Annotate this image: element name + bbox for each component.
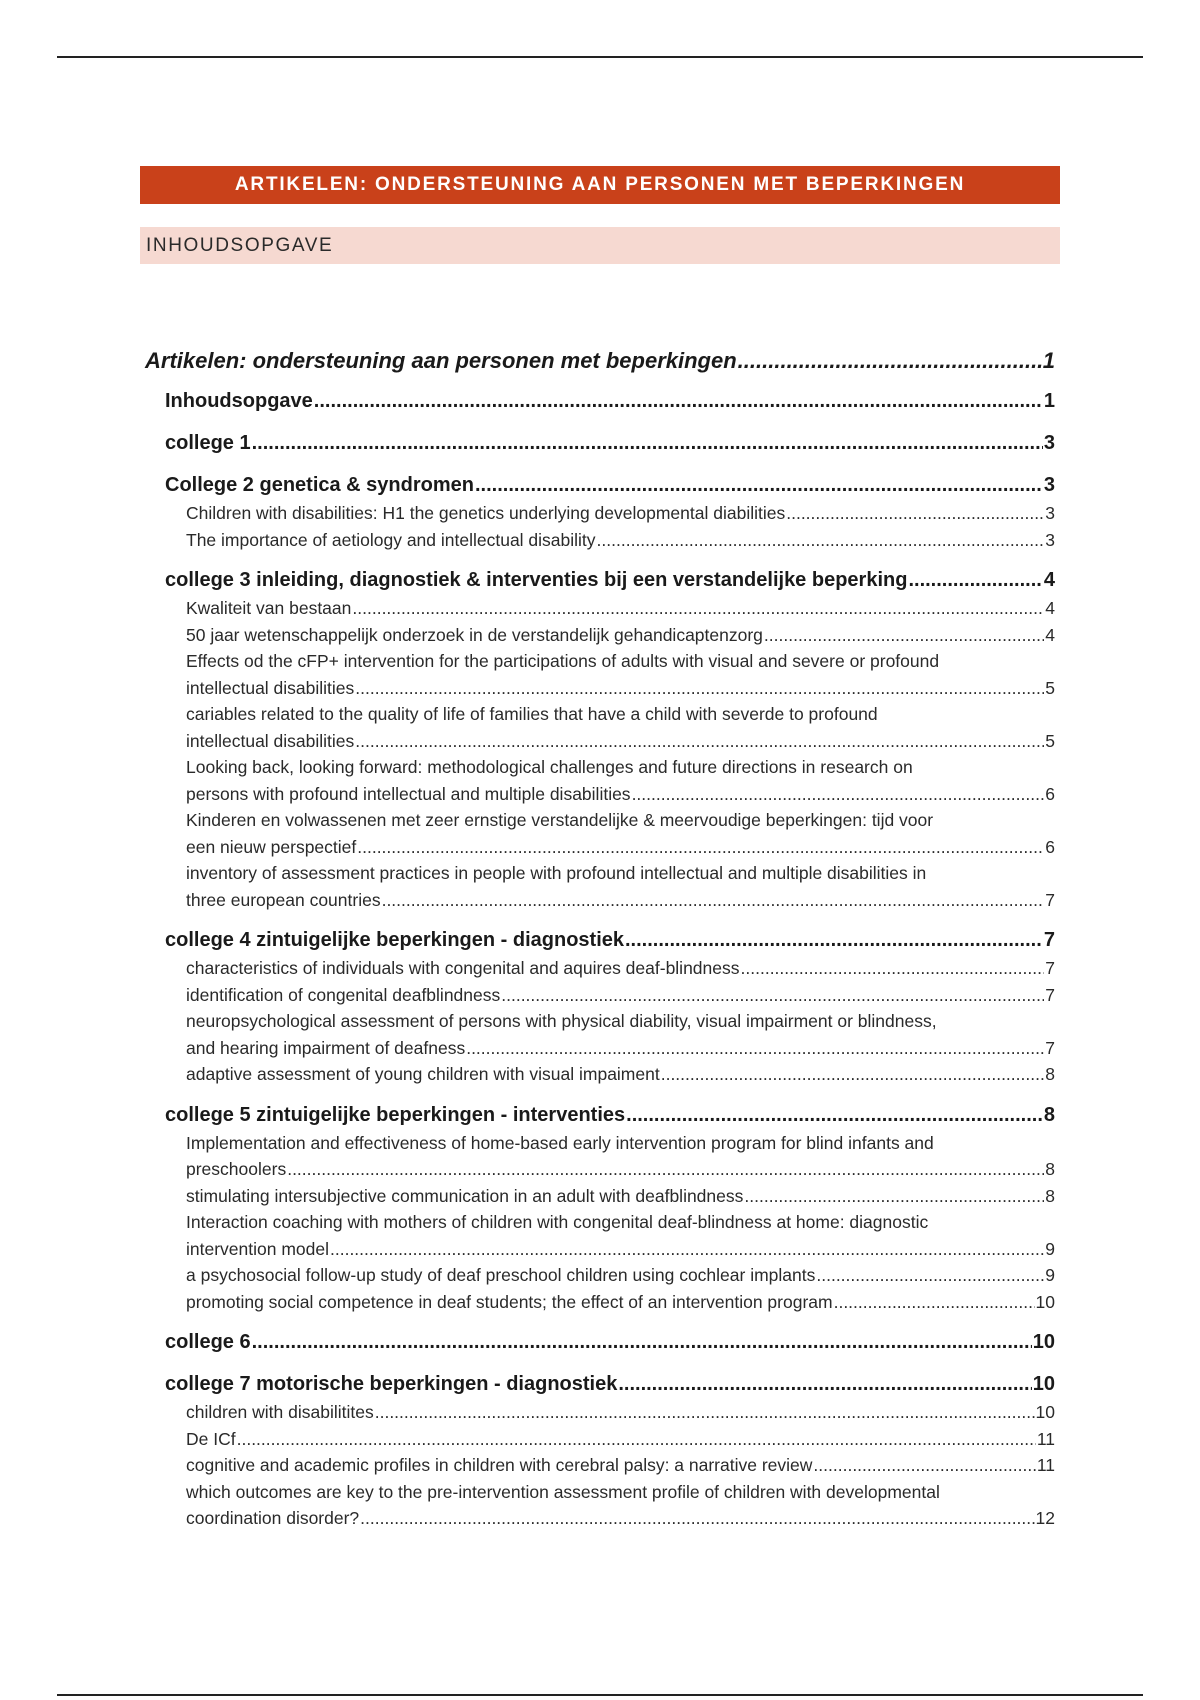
toc-entry-text-cont: intellectual disabilities bbox=[186, 677, 355, 698]
toc-page-number: 10 bbox=[1035, 1402, 1055, 1422]
toc-entry-title[interactable] bbox=[145, 344, 1055, 378]
dot-leader bbox=[355, 675, 1044, 702]
toc-entry-text: a psychosocial follow-up study of deaf preschool children using cochlear implants bbox=[186, 1265, 816, 1285]
toc-subentry[interactable] bbox=[145, 1130, 1055, 1183]
toc-subentry[interactable] bbox=[145, 1399, 1055, 1426]
toc-page-number: 12 bbox=[1035, 1508, 1055, 1528]
toc-entry-text: Kinderen en volwassenen met zeer ernstige verstandelijke & meervoudige beperkingen: tijd voor bbox=[186, 810, 934, 830]
toc-subentry[interactable] bbox=[145, 622, 1055, 649]
toc-entry-text: Artikelen: ondersteuning aan personen met beperkingen bbox=[145, 348, 737, 373]
toc-page-number: 8 bbox=[1045, 1159, 1055, 1179]
toc-entry-text: characteristics of individuals with congenital and aquires deaf-blindness bbox=[186, 958, 740, 978]
dot-leader bbox=[475, 470, 1043, 500]
toc-entry-college-6[interactable] bbox=[145, 1327, 1055, 1357]
toc-entry-text: stimulating intersubjective communication in an adult with deafblindness bbox=[186, 1185, 744, 1206]
toc-entry-text: college 6 bbox=[165, 1331, 251, 1353]
toc-page-number: 7 bbox=[1045, 958, 1055, 978]
dot-leader bbox=[597, 527, 1045, 554]
dot-leader bbox=[764, 622, 1044, 649]
toc-entry-college-7[interactable] bbox=[145, 1369, 1055, 1399]
toc-subentry[interactable] bbox=[145, 982, 1055, 1009]
toc-subentry[interactable] bbox=[145, 527, 1055, 554]
dot-leader bbox=[786, 500, 1044, 527]
footer-rule bbox=[57, 1694, 1143, 1696]
toc-heading: INHOUDSOPGAVE bbox=[140, 227, 1060, 264]
toc-entry-text: De ICf bbox=[186, 1428, 236, 1449]
toc-entry-text-cont: preschoolers bbox=[186, 1159, 287, 1179]
dot-leader bbox=[738, 344, 1042, 378]
toc-page-number: 8 bbox=[1043, 1103, 1055, 1126]
toc-subentry[interactable] bbox=[145, 1289, 1055, 1316]
toc-entry-text: cognitive and academic profiles in children with cerebral palsy: a narrative review bbox=[186, 1455, 813, 1475]
toc-entry-inhoudsopgave[interactable] bbox=[145, 386, 1055, 416]
toc-entry-text: college 4 zintuigelijke beperkingen - diagnostiek bbox=[165, 929, 624, 951]
toc-subentry[interactable] bbox=[145, 807, 1055, 860]
toc-subentry[interactable] bbox=[145, 1479, 1055, 1532]
dot-leader bbox=[625, 925, 1043, 955]
toc-entry-college-3[interactable] bbox=[145, 565, 1055, 595]
toc-page-number: 3 bbox=[1043, 474, 1055, 496]
toc-page-number: 9 bbox=[1045, 1265, 1055, 1285]
toc-page-number: 7 bbox=[1045, 984, 1055, 1005]
dot-leader bbox=[287, 1156, 1044, 1183]
dot-leader bbox=[382, 887, 1045, 914]
toc-entry-text-cont: and hearing impairment of deafness bbox=[186, 1037, 466, 1058]
toc-page-number: 7 bbox=[1043, 929, 1055, 951]
toc-page-number: 3 bbox=[1043, 432, 1055, 454]
header-rule bbox=[57, 56, 1143, 58]
toc-subentry[interactable] bbox=[145, 860, 1055, 913]
toc-page-number: 3 bbox=[1045, 529, 1055, 550]
toc-page-number: 6 bbox=[1045, 783, 1055, 804]
toc-page-number: 6 bbox=[1045, 836, 1055, 857]
toc-page-number: 11 bbox=[1036, 1455, 1055, 1475]
toc-subentry[interactable] bbox=[145, 1008, 1055, 1061]
toc-page-number: 7 bbox=[1045, 889, 1055, 910]
toc-page-number: 1 bbox=[1042, 348, 1055, 373]
toc-entry-text: promoting social competence in deaf students; the effect of an intervention program bbox=[186, 1291, 833, 1312]
toc-entry-text-cont: three european countries bbox=[186, 889, 381, 910]
dot-leader bbox=[816, 1262, 1044, 1289]
toc-entry-college-4[interactable] bbox=[145, 925, 1055, 955]
toc-entry-text: college 1 bbox=[165, 432, 251, 454]
toc-entry-text: Implementation and effectiveness of home-based early intervention program for blind infants and bbox=[186, 1132, 934, 1153]
dot-leader bbox=[834, 1289, 1035, 1316]
toc-page-number: 10 bbox=[1032, 1331, 1055, 1353]
dot-leader bbox=[357, 834, 1044, 861]
toc-entry-text: college 5 zintuigelijke beperkingen - interventies bbox=[165, 1103, 626, 1126]
toc-entry-text: College 2 genetica & syndromen bbox=[165, 474, 474, 496]
toc-page-number: 7 bbox=[1045, 1037, 1055, 1058]
toc-subentry[interactable] bbox=[145, 1061, 1055, 1088]
toc-entry-text: college 3 inleiding, diagnostiek & interventies bij een verstandelijke beperking bbox=[165, 569, 908, 591]
toc-page-number: 11 bbox=[1036, 1428, 1055, 1449]
document-title-band: ARTIKELEN: ONDERSTEUNING AAN PERSONEN MET BEPERKINGEN bbox=[140, 166, 1060, 204]
toc-entry-text: Inhoudsopgave bbox=[165, 390, 313, 412]
dot-leader bbox=[252, 428, 1043, 458]
toc-subentry[interactable] bbox=[145, 1262, 1055, 1289]
dot-leader bbox=[741, 955, 1045, 982]
toc-page-number: 3 bbox=[1045, 503, 1055, 523]
dot-leader bbox=[237, 1426, 1036, 1453]
toc-page-number: 8 bbox=[1045, 1185, 1055, 1206]
toc-entry-text: Children with disabilities: H1 the genetics underlying developmental diabilities bbox=[186, 503, 786, 523]
toc-page-number: 5 bbox=[1045, 677, 1055, 698]
toc-page-number: 9 bbox=[1045, 1238, 1055, 1259]
toc-entry-text: which outcomes are key to the pre-intervention assessment profile of children with developmental bbox=[186, 1481, 940, 1502]
toc-subentry[interactable] bbox=[145, 955, 1055, 982]
toc-entry-text-cont: intervention model bbox=[186, 1238, 329, 1259]
dot-leader bbox=[375, 1399, 1035, 1426]
toc-entry-college-5[interactable] bbox=[145, 1100, 1055, 1130]
toc-subentry[interactable] bbox=[145, 701, 1055, 754]
toc-page-number: 5 bbox=[1045, 730, 1055, 751]
dot-leader bbox=[813, 1452, 1035, 1479]
toc-entry-text: cariables related to the quality of life of families that have a child with severde to profound bbox=[186, 704, 878, 724]
toc-entry-text: children with disabilitites bbox=[186, 1402, 374, 1422]
dot-leader bbox=[661, 1061, 1045, 1088]
toc-entry-text-cont: coordination disorder? bbox=[186, 1508, 360, 1528]
toc-entry-text: The importance of aetiology and intellectual disability bbox=[186, 529, 596, 550]
toc-page-number: 10 bbox=[1035, 1291, 1055, 1312]
toc-entry-text: Interaction coaching with mothers of children with congenital deaf-blindness at home: diagnostic bbox=[186, 1212, 929, 1232]
toc-subentry[interactable] bbox=[145, 754, 1055, 807]
dot-leader bbox=[466, 1035, 1044, 1062]
table-of-contents bbox=[145, 344, 1055, 1532]
dot-leader bbox=[618, 1369, 1031, 1399]
toc-entry-text: Effects od the cFP+ intervention for the participations of adults with visual and severe or profound bbox=[186, 651, 940, 671]
toc-page-number: 10 bbox=[1032, 1373, 1055, 1395]
toc-subentry[interactable] bbox=[145, 595, 1055, 622]
toc-entry-text-cont: een nieuw perspectief bbox=[186, 836, 357, 857]
dot-leader bbox=[352, 595, 1044, 622]
toc-subentry[interactable] bbox=[145, 1209, 1055, 1262]
toc-entry-text-cont: persons with profound intellectual and multiple disabilities bbox=[186, 783, 631, 804]
dot-leader bbox=[908, 565, 1042, 595]
toc-entry-college-2[interactable] bbox=[145, 470, 1055, 500]
dot-leader bbox=[632, 781, 1045, 808]
dot-leader bbox=[626, 1100, 1043, 1130]
toc-entry-text: identification of congenital deafblindness bbox=[186, 984, 501, 1005]
toc-subentry[interactable] bbox=[145, 500, 1055, 527]
toc-subentry[interactable] bbox=[145, 648, 1055, 701]
dot-leader bbox=[355, 728, 1044, 755]
dot-leader bbox=[330, 1236, 1044, 1263]
toc-page-number: 1 bbox=[1043, 390, 1055, 412]
toc-subentry[interactable] bbox=[145, 1452, 1055, 1479]
toc-subentry[interactable] bbox=[145, 1426, 1055, 1453]
toc-page-number: 8 bbox=[1045, 1064, 1055, 1084]
dot-leader bbox=[360, 1505, 1034, 1532]
toc-entry-text: neuropsychological assessment of persons with physical diability, visual impairment or blindness, bbox=[186, 1011, 937, 1031]
toc-entry-text-cont: intellectual disabilities bbox=[186, 730, 355, 751]
toc-subentry[interactable] bbox=[145, 1183, 1055, 1210]
dot-leader bbox=[314, 386, 1043, 416]
dot-leader bbox=[744, 1183, 1044, 1210]
toc-entry-text: inventory of assessment practices in people with profound intellectual and multiple disabilities in bbox=[186, 863, 927, 883]
toc-entry-text: college 7 motorische beperkingen - diagnostiek bbox=[165, 1373, 618, 1395]
toc-entry-text: adaptive assessment of young children with visual impaiment bbox=[186, 1064, 660, 1084]
toc-entry-text: 50 jaar wetenschappelijk onderzoek in de verstandelijk gehandicaptenzorg bbox=[186, 624, 763, 645]
toc-page-number: 4 bbox=[1043, 569, 1055, 591]
toc-page-number: 4 bbox=[1045, 624, 1055, 645]
toc-entry-text: Looking back, looking forward: methodological challenges and future directions in research on bbox=[186, 757, 913, 777]
dot-leader bbox=[501, 982, 1044, 1009]
toc-entry-college-1[interactable] bbox=[145, 428, 1055, 458]
dot-leader bbox=[252, 1327, 1032, 1357]
toc-page-number: 4 bbox=[1045, 598, 1055, 618]
toc-entry-text: Kwaliteit van bestaan bbox=[186, 598, 352, 618]
